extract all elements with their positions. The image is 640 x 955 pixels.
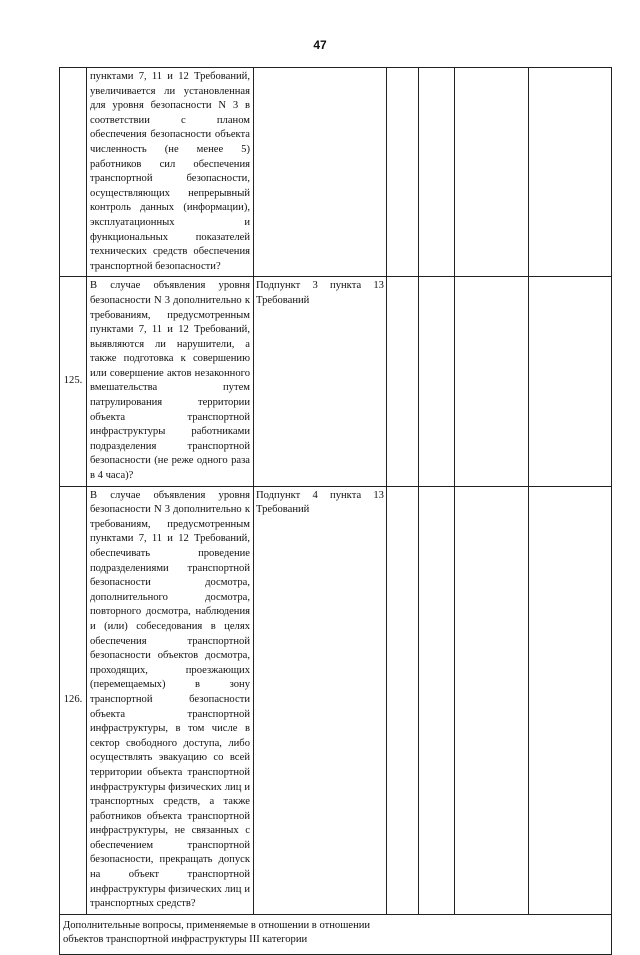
ref-word-clause: пункта	[330, 280, 362, 292]
section-header-row	[60, 914, 612, 954]
not-applicable-cell[interactable]	[455, 486, 529, 914]
table-row	[60, 277, 612, 486]
answer-yes-cell[interactable]	[387, 486, 419, 914]
ref-word-clause: пункта	[330, 489, 362, 501]
section-header-line1: Дополнительные вопросы, применяемые в отношении в отношении	[63, 919, 371, 931]
ref-word-subclause: Подпункт	[256, 489, 301, 501]
requirement-ref	[254, 486, 387, 914]
ref-clause-number: 13	[373, 489, 384, 501]
checklist-table	[59, 67, 612, 955]
not-applicable-cell[interactable]	[455, 277, 529, 486]
row-number: 125.	[60, 277, 87, 486]
note-cell[interactable]	[529, 68, 612, 277]
ref-subclause-number: 4	[312, 489, 318, 501]
requirement-ref	[254, 277, 387, 486]
answer-yes-cell[interactable]	[387, 277, 419, 486]
note-cell[interactable]	[529, 486, 612, 914]
table-row	[60, 486, 612, 914]
table-row	[60, 68, 612, 277]
ref-subclause-number: 3	[312, 280, 318, 292]
question-text: В случае объявления уровня безопасности N 3 дополнительно к требованиям, предусмотренным пунктами 7, 11 и 12 Требований, обеспечивать проведение подразделениями транспортной безопасности досмотра, дополнительного досмотра, повторного досмотра, наблюдения и (или) собеседования в целях обеспечения транспортной безопасности объектов досмотра, проходящих, проезжающих (перемещаемых) в зону транспортной безопасности объекта транспортной инфраструктуры, в том числе в сектор свободного доступа, либо осуществлять эвакуацию со всей территории объекта транспортной инфраструктуры физических лиц и транспортных средств, а также работников объекта транспортной инфраструктуры, не связанных с обеспечением транспортной безопасности, прекращать допуск на объект транспортной инфраструктуры физических лиц и транспортных средств?	[87, 486, 254, 914]
ref-word-requirements: Требований	[256, 294, 310, 306]
answer-no-cell[interactable]	[419, 486, 455, 914]
row-number	[60, 68, 87, 277]
answer-no-cell[interactable]	[419, 68, 455, 277]
question-text: пунктами 7, 11 и 12 Требований, увеличивается ли установленная для уровня безопасности N 3 в соответствии с планом обеспечения безопасности объекта численность (не менее 5) работников сил обеспечения транспортной безопасности, осуществляющих непрерывный контроль данных (информации), эксплуатационных и функциональных показателей технических средств обеспечения транспортной безопасности?	[87, 68, 254, 277]
ref-word-requirements: Требований	[256, 504, 310, 516]
requirement-ref	[254, 68, 387, 277]
row-number: 126.	[60, 486, 87, 914]
not-applicable-cell[interactable]	[455, 68, 529, 277]
note-cell[interactable]	[529, 277, 612, 486]
ref-clause-number: 13	[373, 280, 384, 292]
page-number: 47	[313, 38, 327, 52]
ref-word-subclause: Подпункт	[256, 280, 301, 292]
section-header	[60, 914, 612, 954]
section-header-line2: объектов транспортной инфраструктуры III категории	[63, 934, 308, 946]
question-text: В случае объявления уровня безопасности N 3 дополнительно к требованиям, предусмотренным пунктами 7, 11 и 12 Требований, выявляются ли нарушители, а также подготовка к совершению или совершение актов незаконного вмешательства путем патрулирования территории объекта транспортной инфраструктуры работниками подразделения транспортной безопасности (не реже одного раза в 4 часа)?	[87, 277, 254, 486]
answer-yes-cell[interactable]	[387, 68, 419, 277]
answer-no-cell[interactable]	[419, 277, 455, 486]
